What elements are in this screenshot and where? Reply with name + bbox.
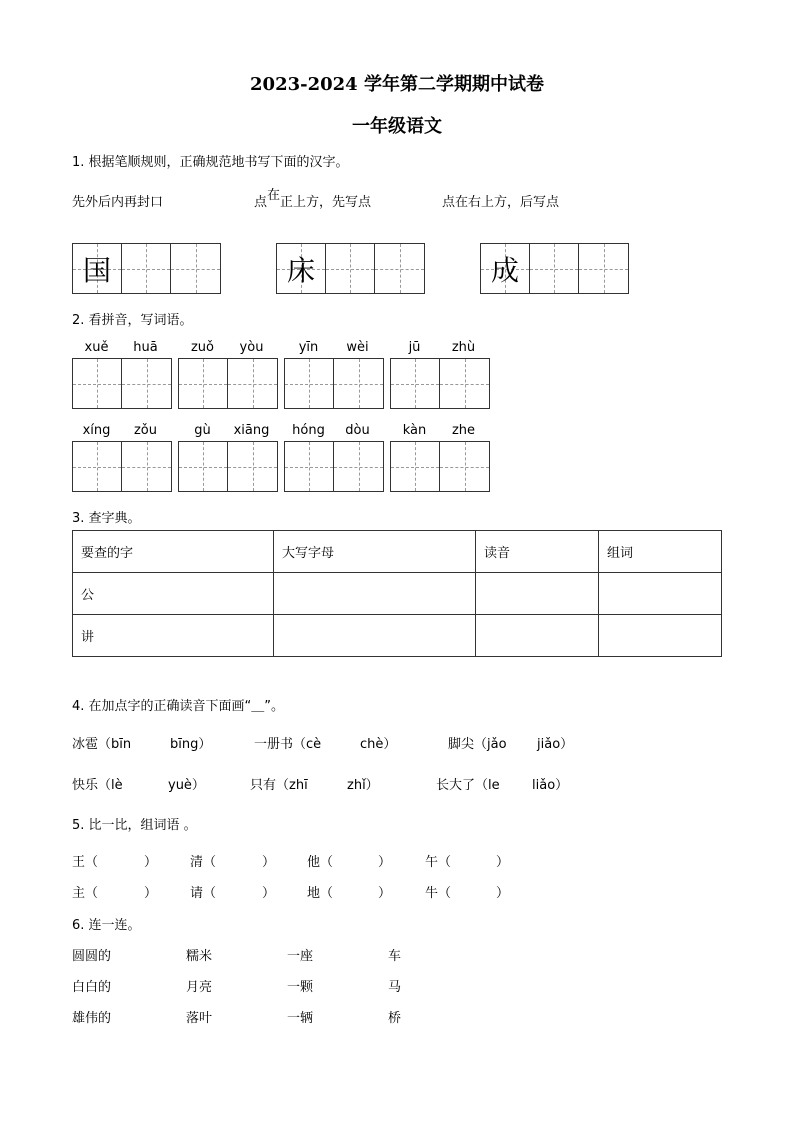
pinyin: jū: [408, 340, 421, 355]
pinyin: gù: [194, 423, 211, 438]
q4-item-b[interactable]: bīng）: [170, 737, 212, 752]
q1-rule-2-b: 正上方，先写点: [280, 195, 372, 210]
q2-grid[interactable]: [284, 441, 384, 492]
table-cell[interactable]: [274, 615, 476, 657]
table-cell: 讲: [73, 615, 274, 657]
pinyin: zhe: [451, 423, 476, 438]
q4-prompt: 4. 在加点字的正确读音下面画“＿”。: [72, 699, 285, 714]
pinyin: huā: [133, 340, 158, 355]
q1-prompt: 1. 根据笔顺规则，正确规范地书写下面的汉字。: [72, 155, 349, 170]
q3-prompt: 3. 查字典。: [72, 511, 141, 526]
q6-item[interactable]: 马: [388, 980, 402, 995]
q2-prompt: 2. 看拼音，写词语。: [72, 313, 193, 328]
q4-item-a: 快乐（lè: [72, 778, 123, 793]
table-header-cell: 要查的字: [73, 531, 274, 573]
pinyin: yīn: [298, 340, 319, 355]
q5-word-open: 请（: [190, 886, 217, 901]
table-cell[interactable]: [599, 573, 722, 615]
q1-rule-2-sup: 在: [267, 188, 281, 203]
q5-word-close: ）: [378, 886, 392, 901]
q4-item-a: 冰雹（bīn: [72, 737, 132, 752]
pinyin: xiāng: [233, 423, 270, 438]
q4-item-b[interactable]: jiǎo）: [537, 737, 574, 752]
pinyin: dòu: [345, 423, 370, 438]
q1-rule-3: 点在右上方，后写点: [442, 195, 560, 210]
table-header-cell: 大写字母: [274, 531, 476, 573]
q2-grid[interactable]: [390, 441, 490, 492]
q6-item[interactable]: 月亮: [186, 980, 213, 995]
q5-word-open: 他（: [307, 855, 334, 870]
q5-word-open: 牛（: [425, 886, 452, 901]
table-row: [73, 615, 722, 657]
q5-word-close: ）: [378, 855, 392, 870]
table-cell[interactable]: [599, 615, 722, 657]
q4-item-b[interactable]: zhǐ）: [347, 778, 379, 793]
q5-word-close: ）: [496, 886, 510, 901]
q5-word-open: 清（: [190, 855, 217, 870]
pinyin: zuǒ: [190, 340, 215, 355]
q6-item[interactable]: 车: [388, 949, 402, 964]
q2-grid[interactable]: [72, 358, 172, 409]
q1-rule-1: 先外后内再封口: [72, 195, 164, 210]
pinyin: yòu: [239, 340, 264, 355]
q5-word-close: ）: [262, 886, 276, 901]
pinyin: zhù: [451, 340, 476, 355]
page-subtitle: 一年级语文: [352, 116, 442, 137]
pinyin: zǒu: [133, 423, 158, 438]
pinyin: wèi: [346, 340, 369, 355]
q5-word-open: 地（: [307, 886, 334, 901]
q4-item-a: 长大了（le: [436, 778, 500, 793]
q6-item[interactable]: 糯米: [186, 949, 213, 964]
table-cell: 公: [73, 573, 274, 615]
q5-word-open: 王（: [72, 855, 99, 870]
q5-word-close: ）: [496, 855, 510, 870]
q4-item-b[interactable]: chè）: [360, 737, 397, 752]
pinyin: xuě: [84, 340, 109, 355]
q5-prompt: 5. 比一比，组词语 。: [72, 818, 197, 833]
q1-rule-2-a: 点: [254, 195, 268, 210]
q5-word-open: 午（: [425, 855, 452, 870]
q4-item-b[interactable]: yuè）: [168, 778, 205, 793]
q5-word-close: ）: [262, 855, 276, 870]
q6-item[interactable]: 雄伟的: [72, 1011, 112, 1026]
q4-item-a: 脚尖（jǎo: [448, 737, 507, 752]
pinyin: hóng: [292, 423, 325, 438]
q4-item-a: 一册书（cè: [254, 737, 322, 752]
table-header-row: [73, 531, 722, 573]
q6-item[interactable]: 白白的: [72, 980, 112, 995]
q6-prompt: 6. 连一连。: [72, 918, 141, 933]
q1-rule-2: [254, 188, 372, 210]
q6-item[interactable]: 圆圆的: [72, 949, 112, 964]
table-header-cell: 组词: [599, 531, 722, 573]
q2-grid[interactable]: [390, 358, 490, 409]
q1-grid-2[interactable]: [276, 243, 425, 294]
q2-grid[interactable]: [72, 441, 172, 492]
q1-grid-3[interactable]: [480, 243, 629, 294]
table-cell[interactable]: [274, 573, 476, 615]
q6-item[interactable]: 桥: [388, 1011, 402, 1026]
q6-item[interactable]: 一辆: [287, 1011, 314, 1026]
dictionary-table: [72, 530, 722, 657]
table-cell[interactable]: [476, 573, 599, 615]
q5-word-close: ）: [144, 855, 158, 870]
q1-char-1: 国: [82, 253, 111, 287]
q5-word-close: ）: [144, 886, 158, 901]
table-header-cell: 读音: [476, 531, 599, 573]
q2-grid[interactable]: [178, 441, 278, 492]
pinyin: xíng: [82, 423, 111, 438]
q1-char-2: 床: [286, 253, 315, 287]
q5-word-open: 主（: [72, 886, 99, 901]
page-title: 2023-2024 学年第二学期期中试卷: [250, 74, 544, 95]
q2-grid[interactable]: [284, 358, 384, 409]
table-cell[interactable]: [476, 615, 599, 657]
table-row: [73, 573, 722, 615]
pinyin: kàn: [402, 423, 427, 438]
q6-item[interactable]: 一座: [287, 949, 314, 964]
q6-item[interactable]: 落叶: [186, 1011, 213, 1026]
q4-item-b[interactable]: liǎo）: [532, 778, 569, 793]
q6-item[interactable]: 一颗: [287, 980, 314, 995]
q2-grid[interactable]: [178, 358, 278, 409]
q4-item-a: 只有（zhī: [250, 778, 308, 793]
q1-grid-1[interactable]: [72, 243, 221, 294]
q1-char-3: 成: [490, 253, 519, 287]
